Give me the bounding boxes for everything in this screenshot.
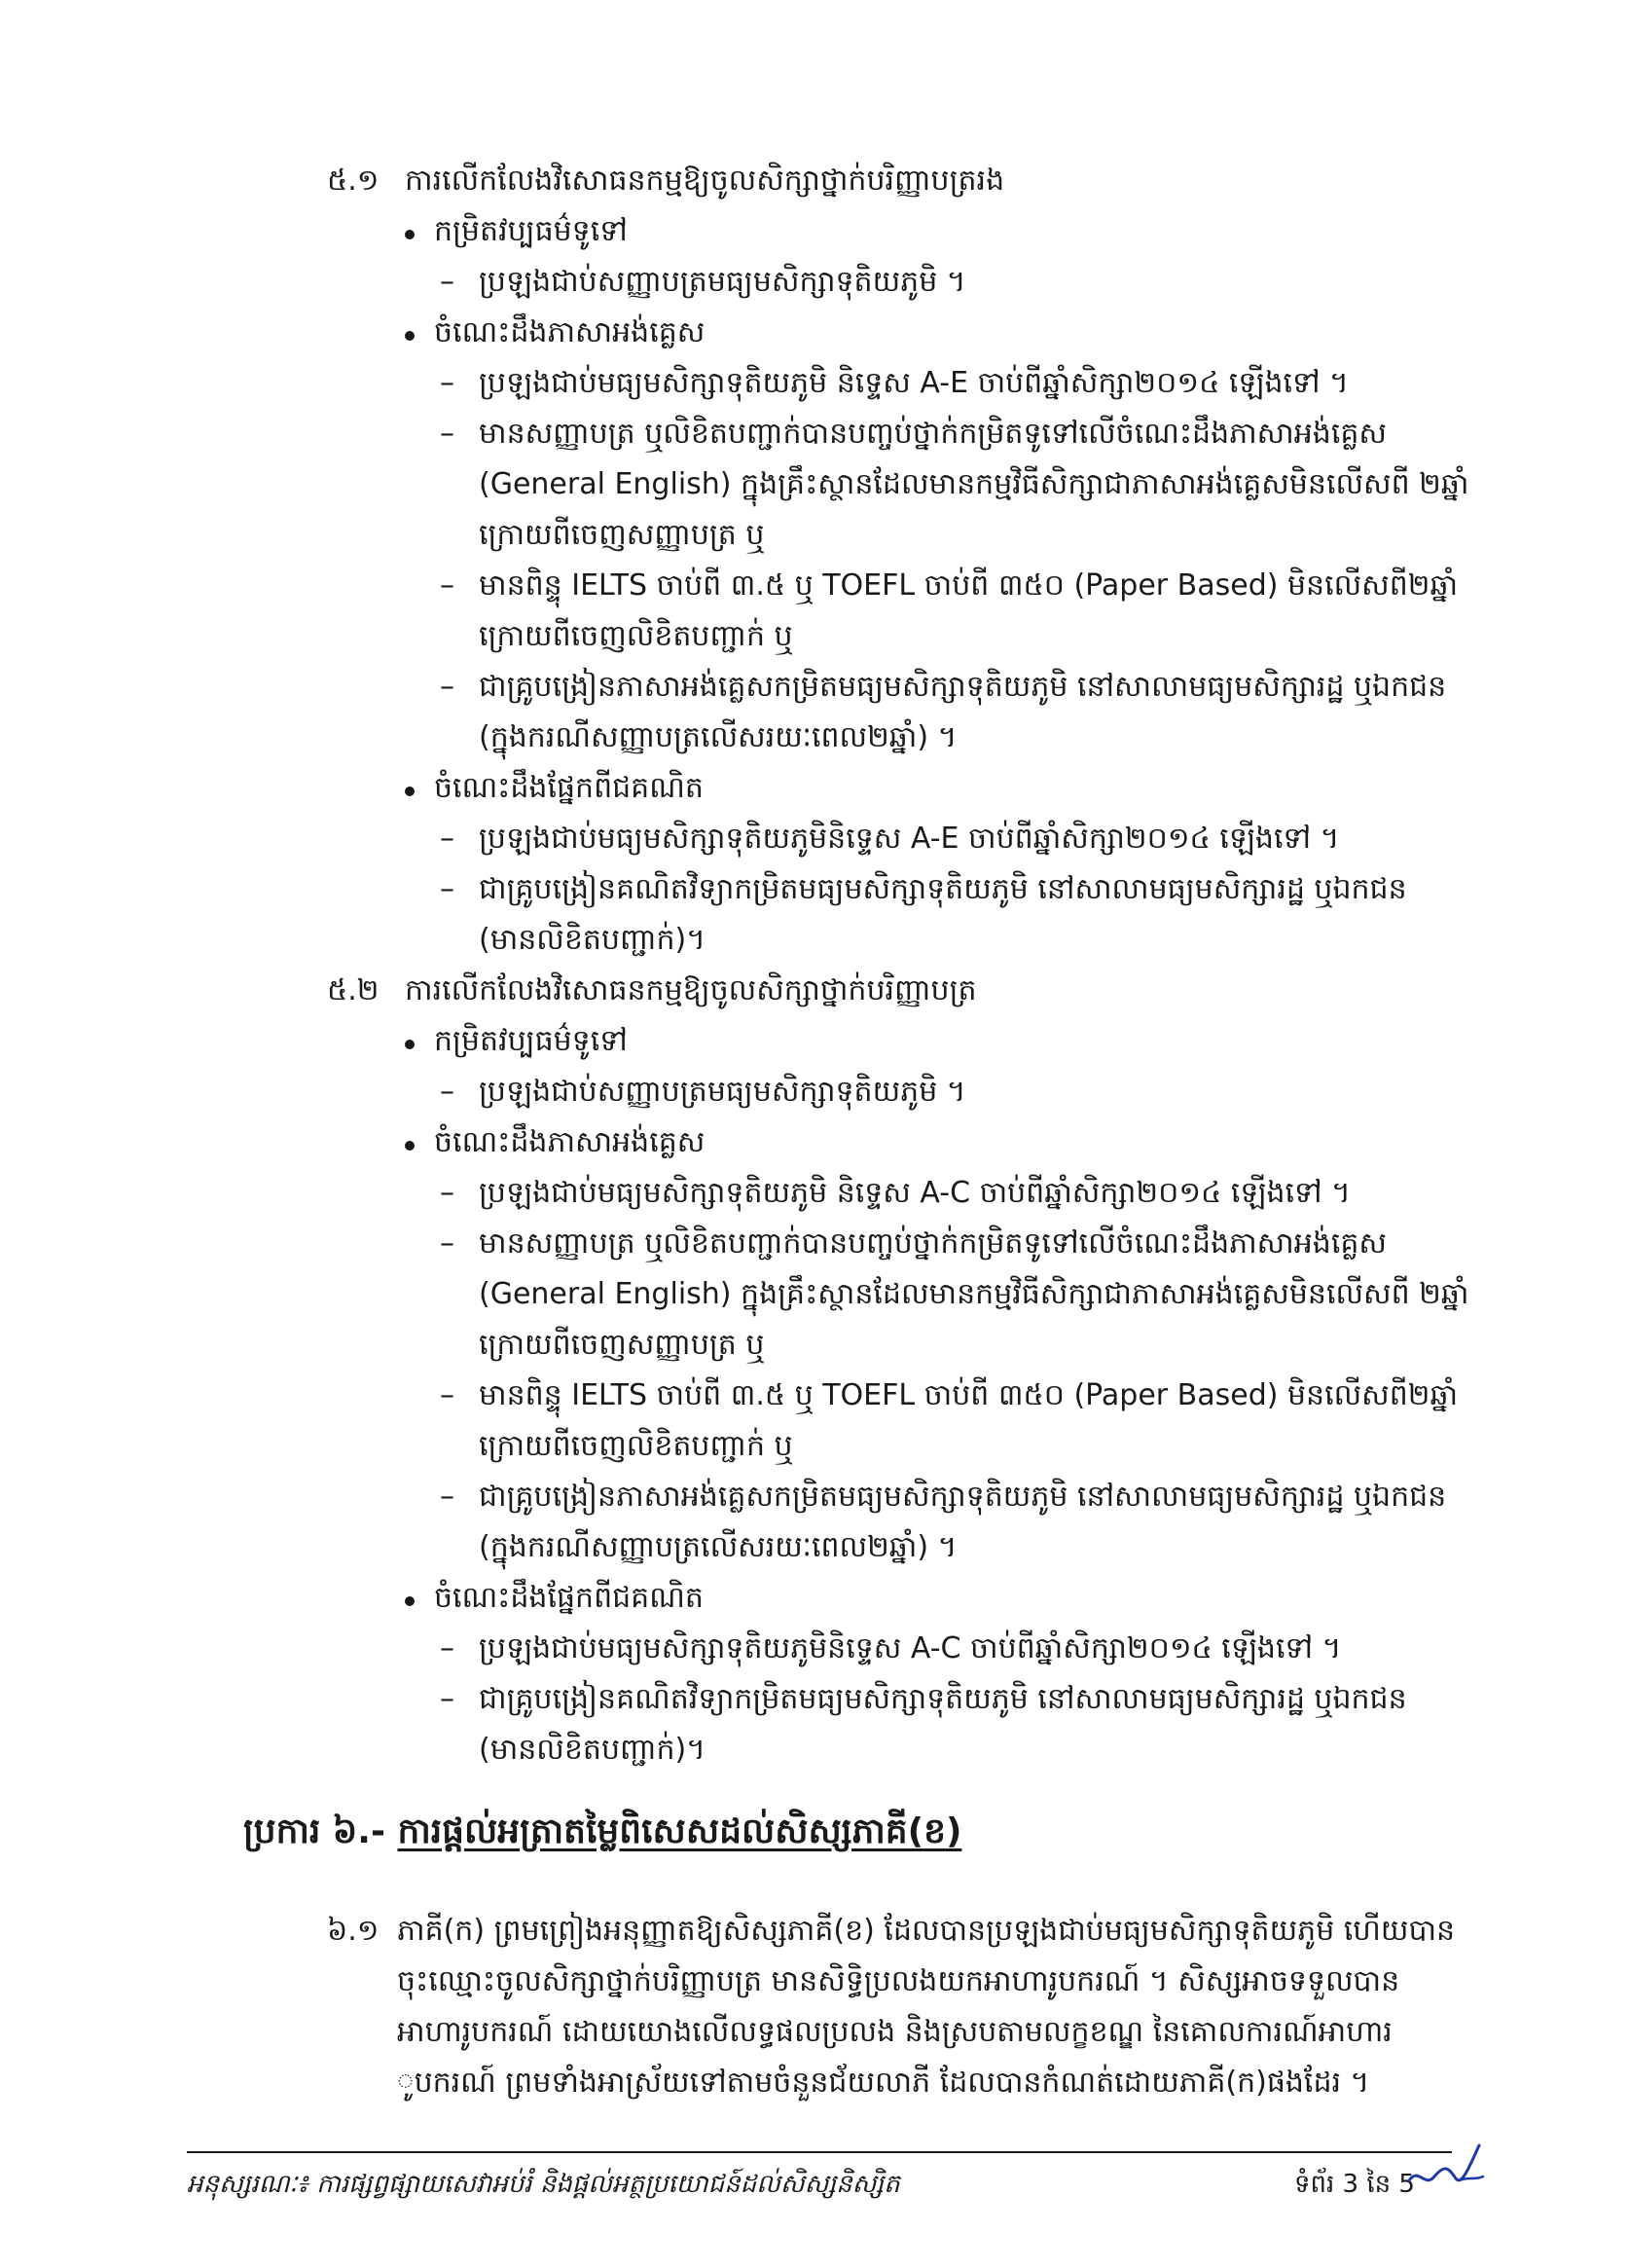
section-title: ការលើកលែងវិសោធនកម្មឱ្យចូលសិក្សាថ្នាក់បរិញ្ញាបត្ររង: [405, 164, 1005, 198]
footer-divider: [187, 2151, 1452, 2153]
dash-icon: –: [440, 1226, 454, 1261]
subsection-label: កម្រិតវប្បធម៌ទូទៅ: [434, 1024, 628, 1058]
dash-icon: –: [440, 1682, 454, 1716]
dash-icon: –: [440, 1480, 454, 1514]
subsection-label: ចំណេះដឹងភាសាអង់គ្លេស: [434, 315, 706, 349]
list-item: ជាគ្រូបង្រៀនភាសាអង់គ្លេសកម្រិតមធ្យមសិក្សាទុតិយភូមិ នៅសាលាមធ្យមសិក្សារដ្ឋ ឬឯកជន: [479, 670, 1447, 704]
list-item-continuation: ក្រោយពីចេញសញ្ញាបត្រ ឬ: [479, 1328, 765, 1362]
dash-icon: –: [440, 1075, 454, 1109]
dash-icon: –: [440, 265, 454, 299]
dash-icon: –: [440, 366, 454, 400]
section-number: ៥.២: [327, 973, 380, 1007]
subsection-label: ចំណេះដឹងភាសាអង់គ្លេស: [434, 1125, 706, 1159]
dash-icon: –: [440, 417, 454, 451]
dash-icon: –: [440, 1378, 454, 1412]
list-item: ប្រឡងជាប់មធ្យមសិក្សាទុតិយភូមិនិទ្ទេស A-E ចាប់ពីឆ្នាំសិក្សា២០១៤ ឡើងទៅ ។: [479, 822, 1340, 856]
list-item: ជាគ្រូបង្រៀនភាសាអង់គ្លេសកម្រិតមធ្យមសិក្សាទុតិយភូមិ នៅសាលាមធ្យមសិក្សារដ្ឋ ឬឯកជន: [479, 1480, 1447, 1514]
bullet-icon: [405, 786, 415, 796]
signature-initial-icon: [1401, 2138, 1489, 2196]
list-item: ជាគ្រូបង្រៀនគណិតវិទ្យាកម្រិតមធ្យមសិក្សាទុតិយភូមិ នៅសាលាមធ្យមសិក្សារដ្ឋ ឬឯកជន: [479, 872, 1407, 906]
list-item-continuation: (General English) ក្នុងគ្រឹះស្ថានដែលមានកម្មវិធីសិក្សាជាភាសាអង់គ្លេសមិនលើសពី ២ឆ្នាំ: [479, 1277, 1469, 1311]
paragraph-line: ចុះឈ្មោះចូលសិក្សាថ្នាក់បរិញ្ញាបត្រ មានសិទ្ធិប្រលងយកអាហារូបករណ៍ ។ សិស្សអាចទទួលបាន: [397, 1964, 1400, 1998]
list-item-continuation: (មានលិខិតបញ្ជាក់)។: [479, 1733, 706, 1767]
dash-icon: –: [440, 1176, 454, 1210]
list-item-continuation: (ក្នុងករណីសញ្ញាបត្រលើសរយៈពេល២ឆ្នាំ) ។: [479, 720, 958, 754]
list-item: ប្រឡងជាប់មធ្យមសិក្សាទុតិយភូមិ និទ្ទេស A-E ចាប់ពីឆ្នាំសិក្សា២០១៤ ឡើងទៅ ។: [479, 366, 1349, 400]
list-item-continuation: (មានលិខិតបញ្ជាក់)។: [479, 923, 706, 957]
list-item-continuation: (ក្នុងករណីសញ្ញាបត្រលើសរយៈពេល២ឆ្នាំ) ។: [479, 1530, 958, 1564]
dash-icon: –: [440, 568, 454, 603]
footer-title: អនុស្សរណៈ៖ ការផ្សព្វផ្សាយសេវាអប់រំ និងផ្តល់អត្ថប្រយោជន៍ដល់សិស្សនិស្សិត: [187, 2170, 900, 2199]
page-number: ទំព័រ 3 នៃ 5: [1294, 2170, 1415, 2199]
list-item-continuation: ក្រោយពីចេញលិខិតបញ្ជាក់ ឬ: [479, 619, 793, 653]
bullet-icon: [405, 1141, 415, 1151]
dash-icon: –: [440, 872, 454, 906]
list-item-continuation: ក្រោយពីចេញសញ្ញាបត្រ ឬ: [479, 518, 765, 552]
list-item: មានពិន្ទុ IELTS ចាប់ពី ៣.៥ ឬ TOEFL ចាប់ពី ៣៥០ (Paper Based) មិនលើសពី២ឆ្នាំ: [479, 568, 1459, 603]
subsection-label: ចំណេះដឹងផ្នែកពីជគណិត: [434, 1581, 704, 1615]
list-item: មានសញ្ញាបត្រ ឬលិខិតបញ្ជាក់បានបញ្ចប់ថ្នាក់កម្រិតទូទៅលើចំណេះដឹងភាសាអង់គ្លេស: [479, 1226, 1387, 1261]
dash-icon: –: [440, 1631, 454, 1665]
section-number: ៥.១: [327, 164, 380, 198]
list-item: ប្រឡងជាប់សញ្ញាបត្រមធ្យមសិក្សាទុតិយភូមិ ។: [479, 1075, 966, 1109]
subsection-label: ចំណេះដឹងផ្នែកពីជគណិត: [434, 771, 704, 805]
dash-icon: –: [440, 670, 454, 704]
clause-number: ៦.១: [327, 1914, 380, 1948]
list-item: ប្រឡងជាប់មធ្យមសិក្សាទុតិយភូមិនិទ្ទេស A-C ចាប់ពីឆ្នាំសិក្សា២០១៤ ឡើងទៅ ។: [479, 1631, 1342, 1665]
list-item: មានសញ្ញាបត្រ ឬលិខិតបញ្ជាក់បានបញ្ចប់ថ្នាក់កម្រិតទូទៅលើចំណេះដឹងភាសាអង់គ្លេស: [479, 417, 1387, 451]
list-item: ប្រឡងជាប់មធ្យមសិក្សាទុតិយភូមិ និទ្ទេស A-C ចាប់ពីឆ្នាំសិក្សា២០១៤ ឡើងទៅ ។: [479, 1176, 1351, 1210]
list-item-continuation: (General English) ក្នុងគ្រឹះស្ថានដែលមានកម្មវិធីសិក្សាជាភាសាអង់គ្លេសមិនលើសពី ២ឆ្នាំ: [479, 467, 1469, 501]
list-item: មានពិន្ទុ IELTS ចាប់ពី ៣.៥ ឬ TOEFL ចាប់ពី ៣៥០ (Paper Based) មិនលើសពី២ឆ្នាំ: [479, 1378, 1459, 1412]
article-title: ការផ្តល់អត្រាតម្លៃពិសេសដល់សិស្សភាគី(ខ): [397, 1811, 962, 1851]
paragraph-line: ភាគី(ក) ព្រមព្រៀងអនុញ្ញាតឱ្យសិស្សភាគី(ខ) ដែលបានប្រឡងជាប់មធ្យមសិក្សាទុតិយភូមិ ហើយបាន: [397, 1914, 1456, 1948]
dash-icon: –: [440, 822, 454, 856]
bullet-icon: [405, 331, 415, 341]
paragraph-line: ូបករណ៍ ព្រមទាំងអាស្រ័យទៅតាមចំនួនជ័យលាភី ដែលបានកំណត់ដោយភាគី(ក)ផងដែរ ។: [397, 2066, 1370, 2100]
article-prefix: ប្រការ ៦.-: [243, 1811, 385, 1851]
paragraph-line: អាហារូបករណ៍ ដោយយោងលើលទ្ធផលប្រលង និងស្របតាមលក្ខខណ្ឌ នៃគោលការណ៍អាហារ: [397, 2015, 1393, 2049]
subsection-label: កម្រិតវប្បធម៌ទូទៅ: [434, 214, 628, 248]
section-title: ការលើកលែងវិសោធនកម្មឱ្យចូលសិក្សាថ្នាក់បរិញ្ញាបត្រ: [405, 973, 977, 1007]
bullet-icon: [405, 230, 415, 239]
article-heading: [243, 1803, 961, 1861]
list-item-continuation: ក្រោយពីចេញលិខិតបញ្ជាក់ ឬ: [479, 1429, 793, 1463]
bullet-icon: [405, 1596, 415, 1606]
bullet-icon: [405, 1040, 415, 1049]
list-item: ជាគ្រូបង្រៀនគណិតវិទ្យាកម្រិតមធ្យមសិក្សាទុតិយភូមិ នៅសាលាមធ្យមសិក្សារដ្ឋ ឬឯកជន: [479, 1682, 1407, 1716]
list-item: ប្រឡងជាប់សញ្ញាបត្រមធ្យមសិក្សាទុតិយភូមិ ។: [479, 265, 966, 299]
